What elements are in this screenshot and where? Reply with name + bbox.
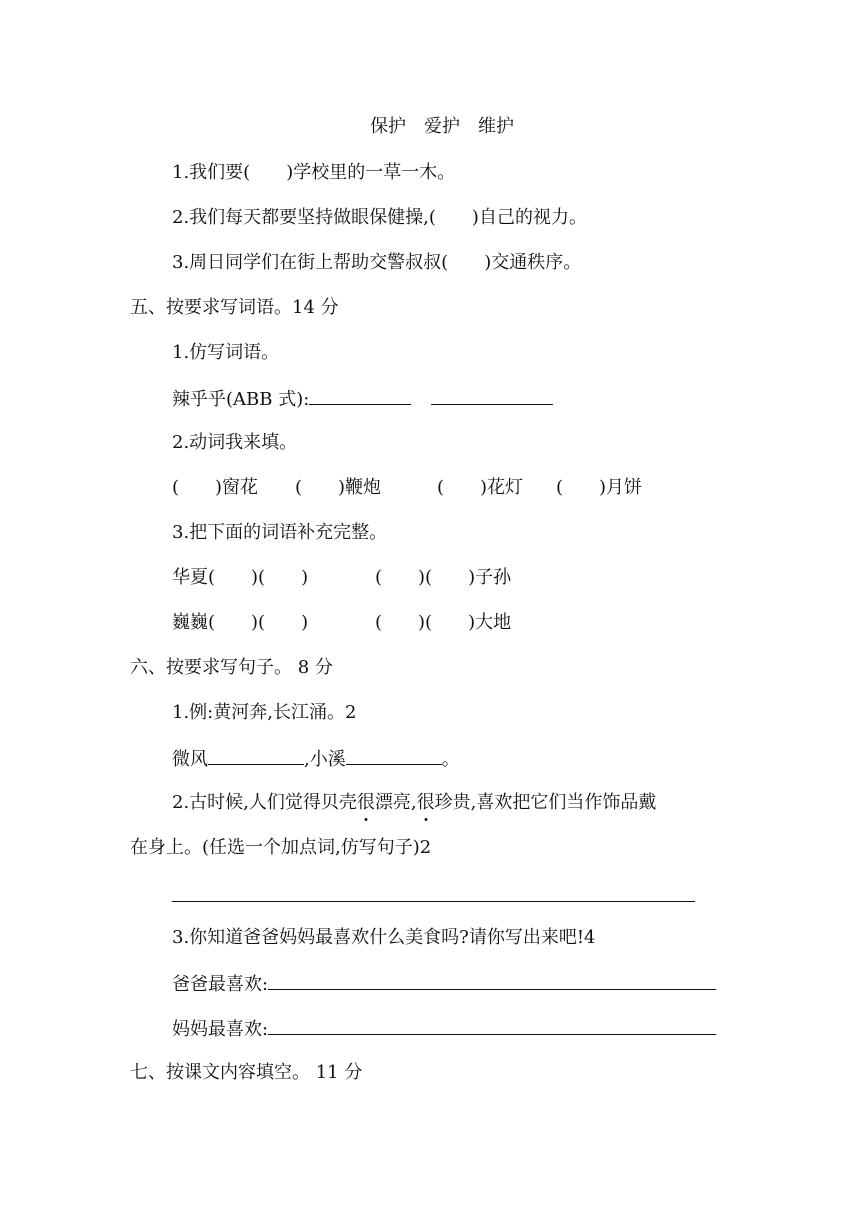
idiom-item: ( )( )子孙	[375, 567, 512, 588]
s6-question-2-line-2: 在身上。(任选一个加点词,仿写句子)2	[130, 837, 432, 858]
section-6-heading: 六、按要求写句子。 8 分	[130, 657, 333, 678]
s5-question-3-title: 3.把下面的词语补充完整。	[172, 522, 388, 543]
dot-char: 很	[416, 792, 435, 813]
sentence-text: ,	[410, 792, 417, 813]
answer-blank[interactable]	[208, 746, 304, 765]
verb-item: ( )花灯	[437, 477, 524, 498]
verb-item: ( )鞭炮	[295, 477, 382, 498]
abb-example: 辣乎乎(ABB 式):	[172, 389, 310, 410]
sentence-start: 微风	[172, 749, 208, 770]
sentence-text: 2.古时候,人们觉得贝壳	[172, 792, 357, 813]
sentence-text: ,喜欢把它们当作饰品戴	[470, 792, 657, 813]
s5-question-2-title: 2.动词我来填。	[172, 432, 298, 453]
answer-blank[interactable]	[268, 1016, 716, 1035]
answer-blank[interactable]	[309, 386, 411, 405]
s5-question-1-line	[172, 386, 553, 412]
s4-question-2: 2.我们每天都要坚持做眼保健操,( )自己的视力。	[172, 207, 587, 228]
answer-blank[interactable]	[268, 971, 716, 990]
mom-label: 妈妈最喜欢:	[172, 1019, 269, 1040]
sentence-mid: ,小溪	[304, 749, 346, 770]
verb-item: ( )月饼	[556, 477, 643, 498]
dotted-word: 很珍贵	[416, 792, 471, 813]
section-5-heading: 五、按要求写词语。14 分	[130, 297, 339, 318]
s5-question-1-title: 1.仿写词语。	[172, 342, 280, 363]
sentence-end: 。	[441, 749, 460, 770]
s6-question-1-line	[172, 746, 460, 772]
word-bank: 保护 爱护 维护	[370, 116, 514, 137]
dad-label: 爸爸最喜欢:	[172, 974, 269, 995]
idiom-item: 华夏( )( )	[172, 567, 309, 588]
section-7-heading: 七、按课文内容填空。 11 分	[130, 1062, 363, 1083]
s6-question-3-title: 3.你知道爸爸妈妈最喜欢什么美食吗?请你写出来吧!4	[172, 927, 596, 948]
idiom-item: ( )( )大地	[375, 612, 512, 633]
s6-question-1-title: 1.例:黄河奔,长江涌。2	[172, 702, 357, 723]
s4-question-1: 1.我们要( )学校里的一草一木。	[172, 162, 456, 183]
answer-blank[interactable]	[346, 746, 442, 765]
idiom-item: 巍巍( )( )	[172, 612, 309, 633]
answer-line[interactable]	[172, 901, 695, 902]
dot-char: 很	[356, 792, 375, 813]
mom-line	[172, 1016, 716, 1042]
dotted-word: 很漂亮	[356, 792, 411, 813]
s4-question-3: 3.周日同学们在街上帮助交警叔叔( )交通秩序。	[172, 252, 582, 273]
answer-blank[interactable]	[431, 386, 553, 405]
dad-line	[172, 971, 716, 997]
verb-item: ( )窗花	[172, 477, 259, 498]
s6-question-2-line-1	[172, 791, 656, 815]
